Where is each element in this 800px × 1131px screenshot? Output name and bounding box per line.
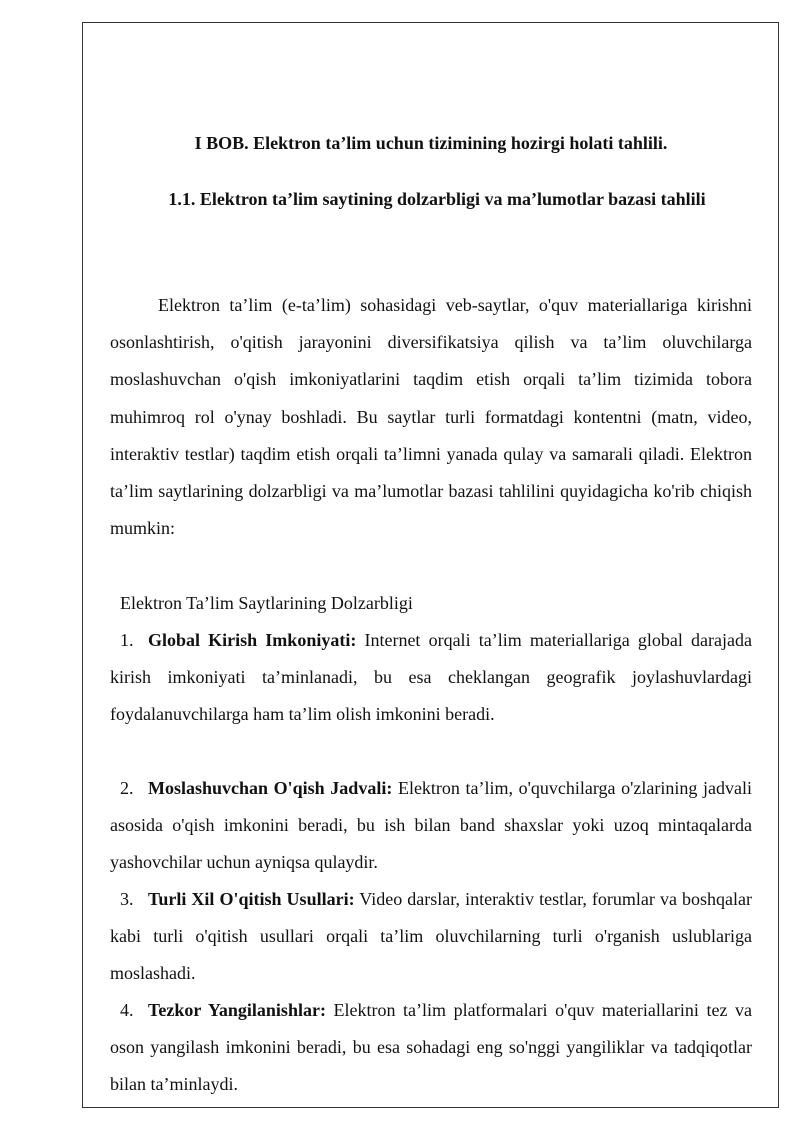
item-term: Moslashuvchan O'qish Jadvali: — [148, 778, 393, 798]
item-number: 3. — [120, 889, 134, 909]
item-text: Elektron ta’lim, o'quvchilarga o'zlarining jadvali asosida o'qish imkonini beradi, bu ish bilan band shaxslar yoki uzoq mintaqalarda yashovchilar uchun ayniqsa qulaydir. — [110, 778, 752, 873]
item-text: Internet orqali ta’lim materiallariga global darajada kirish imkoniyati ta’minlanadi, bu esa cheklangan geografik joylashuvlardagi foydalanuvchilarga ham ta’lim olish imkonini beradi. — [110, 630, 752, 725]
list-item — [110, 881, 752, 993]
list-heading: Elektron Ta’lim Saytlarining Dolzarbligi — [120, 593, 413, 613]
item-number: 1. — [120, 630, 134, 650]
list-item — [110, 622, 752, 734]
list-item — [110, 770, 752, 882]
item-term: Turli Xil O'qitish Usullari: — [148, 889, 355, 909]
item-term: Global Kirish Imkoniyati: — [148, 630, 357, 650]
item-text: Video darslar, interaktiv testlar, forumlar va boshqalar kabi turli o'qitish usullari orqali ta’lim oluvchilarning turli o'rganish uslublariga moslashadi. — [110, 889, 752, 984]
item-number: 2. — [120, 778, 134, 798]
item-number: 4. — [120, 1000, 134, 1020]
section-title: 1.1. Elektron ta’lim saytining dolzarbligi va ma’lumotlar bazasi tahlili — [168, 189, 706, 209]
item-text: Elektron ta’lim platformalari o'quv materiallarini tez va oson yangilash imkonini beradi, bu esa sohadagi eng so'nggi yangiliklar va tadqiqotlar bilan ta’minlaydi. — [110, 1000, 752, 1095]
list-item — [110, 992, 752, 1104]
item-term: Tezkor Yangilanishlar: — [148, 1000, 326, 1020]
intro-paragraph: Elektron ta’lim (e-ta’lim) sohasidagi veb-saytlar, o'quv materiallariga kirishni osonlashtirish, o'qitish jarayonini diversifikatsiya qilish va ta’lim oluvchilarga moslashuvchan o'qish imkoniyatlarini taqdim etish orqali ta’lim tizimida tobora muhimroq rol o'ynay boshladi. Bu saytlar turli formatdagi kontentni (matn, video, interaktiv testlar) taqdim etish orqali ta’limni yanada qulay va samarali qiladi. Elektron ta’lim saytlarining dolzarbligi va ma’lumotlar bazasi tahlilini quyidagicha ko'rib chiqish mumkin: — [110, 295, 752, 539]
chapter-title: I BOB. Elektron ta’lim uchun tizimining hozirgi holati tahlili. — [194, 133, 668, 153]
